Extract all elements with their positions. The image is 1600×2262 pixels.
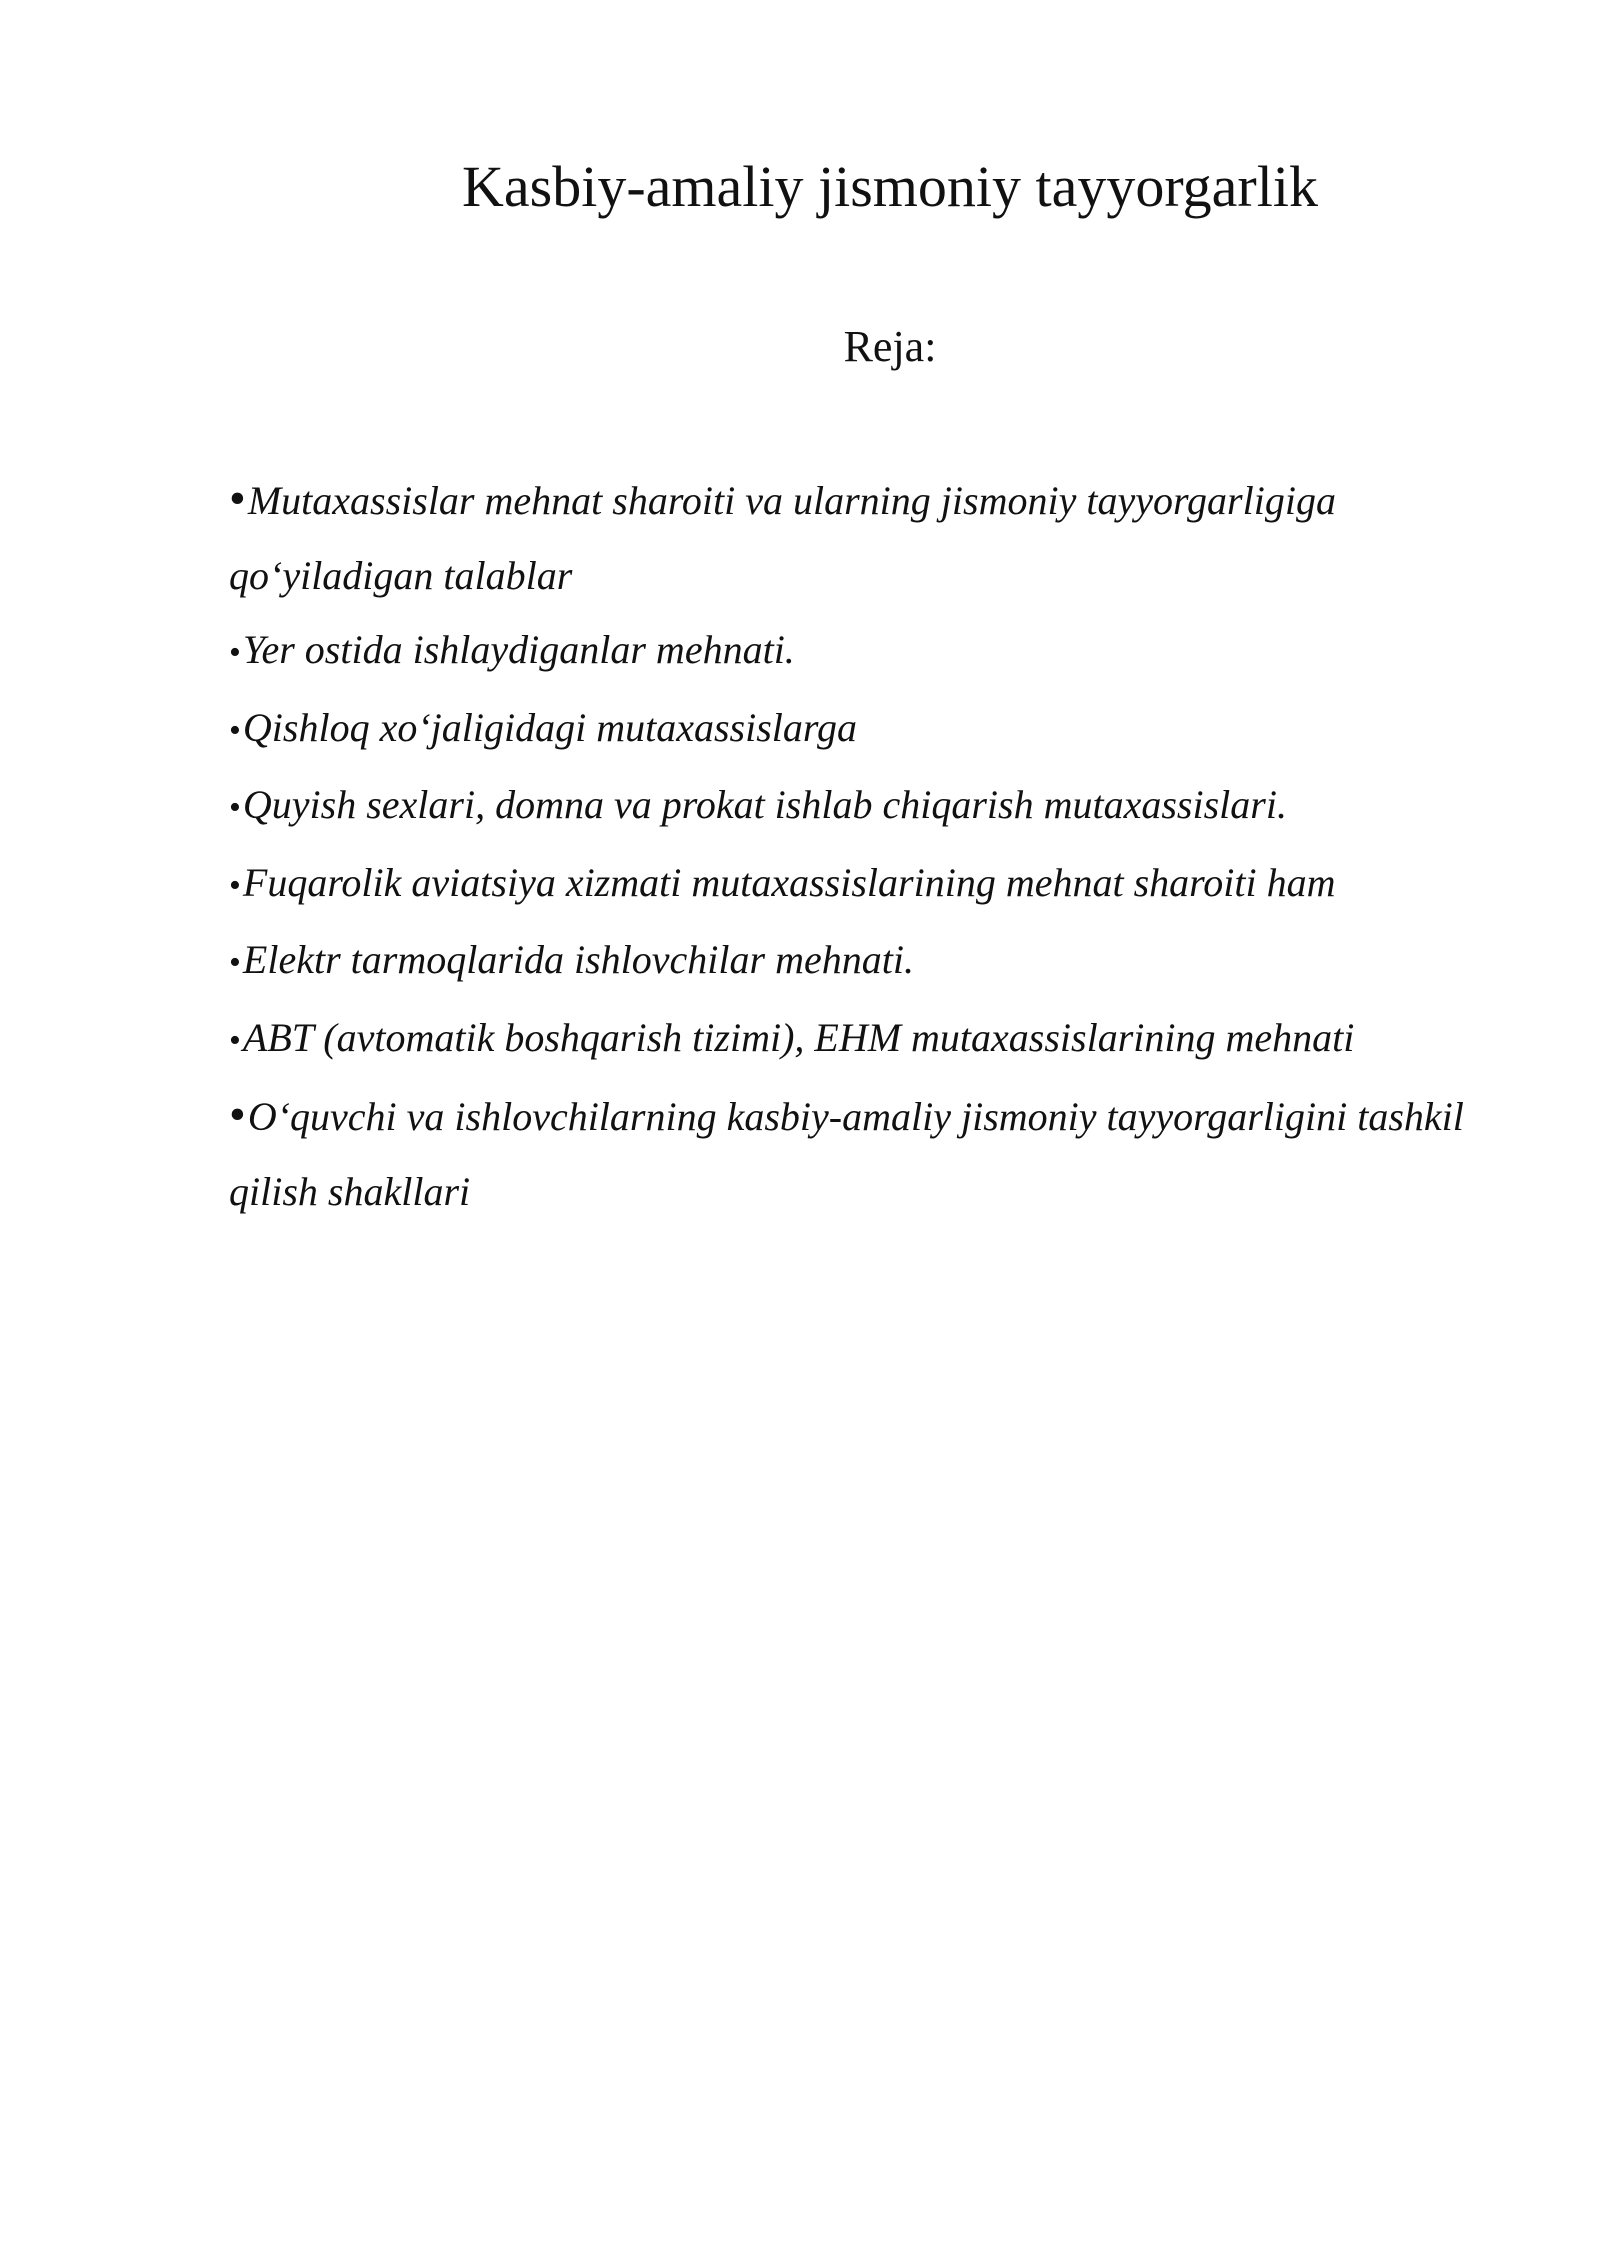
bullet-icon: • (229, 711, 241, 749)
bullet-icon: • (229, 866, 241, 904)
plan-item-text: Yer ostida ishlaydiganlar mehnati. (242, 627, 795, 672)
plan-list (229, 462, 1469, 1229)
plan-item-text: O‘quvchi va ishlovchilarning kasbiy-amaliy jismoniy tayyorgarligini tashkil qilish shakllari (229, 1094, 1464, 1214)
bullet-icon: • (229, 944, 241, 981)
bullet-icon: • (229, 1088, 246, 1141)
plan-item-text: Mutaxassislar mehnat sharoiti va ularning jismoniy tayyorgarligiga qo‘yiladigan talablar (229, 478, 1336, 598)
plan-item-text: ABT (avtomatik boshqarish tizimi), EHM mutaxassislarining mehnati (242, 1014, 1355, 1060)
plan-item-5 (229, 846, 1469, 924)
plan-item-1 (229, 462, 1469, 613)
plan-item-7 (229, 1001, 1469, 1079)
plan-item-6 (229, 923, 1469, 1001)
plan-item-text: Qishloq xo‘jaligidagi mutaxassislarga (242, 704, 857, 750)
bullet-icon: • (229, 1021, 241, 1059)
bullet-icon: • (229, 472, 246, 525)
plan-item-3 (229, 691, 1469, 769)
plan-item-2 (229, 613, 1469, 691)
plan-item-4 (229, 768, 1469, 846)
plan-item-text: Fuqarolik aviatsiya xizmati mutaxassislarining mehnat sharoiti ham (242, 859, 1336, 905)
plan-item-8 (229, 1078, 1469, 1229)
bullet-icon: • (229, 789, 241, 826)
plan-heading: Reja: (843, 322, 937, 371)
bullet-icon: • (229, 634, 241, 671)
plan-item-text: Elektr tarmoqlarida ishlovchilar mehnati. (242, 937, 914, 982)
document-title: Kasbiy-amaliy jismoniy tayyorgarlik (462, 154, 1318, 219)
plan-item-text: Quyish sexlari, domna va prokat ishlab chiqarish mutaxassislari. (242, 782, 1287, 827)
